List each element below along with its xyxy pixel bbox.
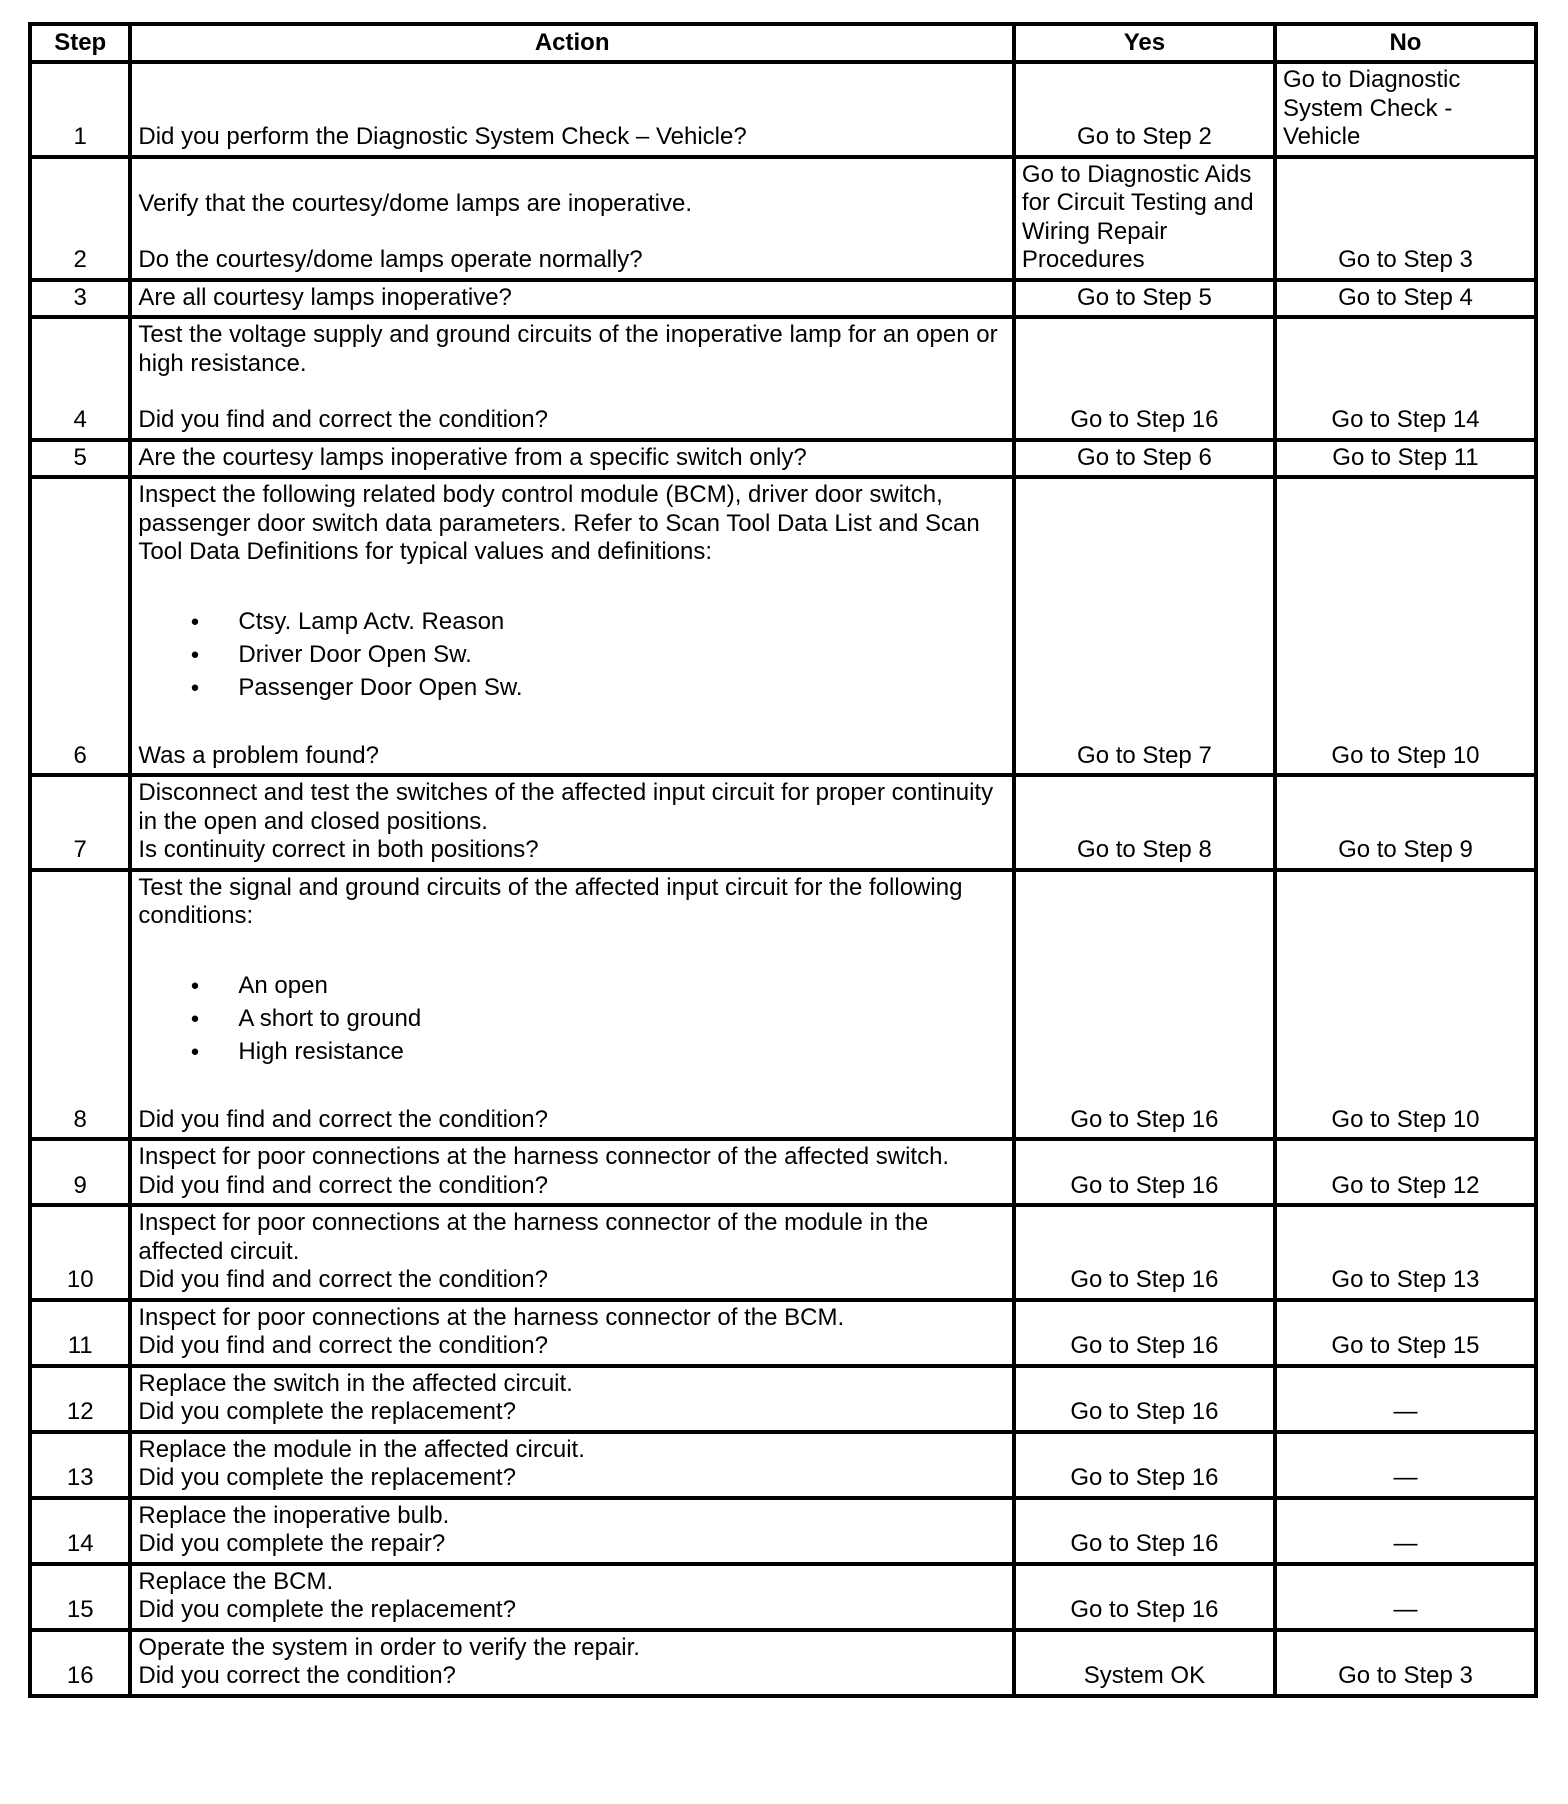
no-cell: — [1275,1498,1536,1564]
step-number: 11 [30,1300,130,1366]
action-cell [130,157,1014,280]
yes-cell: Go to Step 7 [1014,477,1275,775]
action-text: Replace the BCM. [138,1567,334,1595]
action-question: Did you correct the condition? [138,1662,456,1689]
action-text: Test the signal and ground circuits of the affected input circuit for the following conditions: [138,873,963,929]
yes-cell: Go to Step 16 [1014,1498,1275,1564]
list-item: ● High resistance [238,1035,1006,1068]
action-text: Verify that the courtesy/dome lamps are inoperative. [138,189,693,217]
no-cell: Go to Step 4 [1275,280,1536,318]
table-row [30,1300,1536,1366]
action-question: Did you find and correct the condition? [138,1266,548,1293]
action-cell [130,440,1014,478]
no-cell: Go to Diagnostic System Check - Vehicle [1275,62,1536,157]
step-number: 2 [30,157,130,280]
yes-cell: Go to Step 16 [1014,1432,1275,1498]
action-cell [130,317,1014,440]
no-cell: Go to Step 15 [1275,1300,1536,1366]
diagnostic-table [28,22,1538,1698]
action-question: Did you complete the replacement? [138,1596,516,1623]
step-number: 8 [30,870,130,1140]
table-row [30,1366,1536,1432]
yes-cell: Go to Step 6 [1014,440,1275,478]
yes-cell: Go to Step 16 [1014,1300,1275,1366]
header-no: No [1275,24,1536,62]
yes-cell: Go to Step 16 [1014,1366,1275,1432]
action-cell [130,1498,1014,1564]
action-cell [130,280,1014,318]
action-text: Replace the switch in the affected circuit. [138,1369,573,1397]
no-cell: Go to Step 14 [1275,317,1536,440]
action-question: Did you find and correct the condition? [138,406,548,433]
no-cell: Go to Step 3 [1275,1630,1536,1696]
action-text: Disconnect and test the switches of the affected input circuit for proper continuity in the open and closed positions. [138,779,994,835]
action-cell [130,477,1014,775]
step-number: 12 [30,1366,130,1432]
header-row [30,24,1536,62]
header-step: Step [30,24,130,62]
step-number: 4 [30,317,130,440]
yes-cell: System OK [1014,1630,1275,1696]
step-number: 9 [30,1139,130,1205]
action-question: Is continuity correct in both positions? [138,836,539,863]
action-text: Operate the system in order to verify the repair. [138,1633,640,1661]
no-cell: — [1275,1432,1536,1498]
action-cell [130,1205,1014,1300]
action-text: Did you perform the Diagnostic System Check – Vehicle? [138,123,747,150]
yes-cell: Go to Diagnostic Aids for Circuit Testing and Wiring Repair Procedures [1014,157,1275,280]
no-cell: Go to Step 10 [1275,870,1536,1140]
yes-cell: Go to Step 16 [1014,317,1275,440]
header-action: Action [130,24,1014,62]
action-text: Inspect for poor connections at the harness connector of the BCM. [138,1303,845,1331]
yes-cell: Go to Step 16 [1014,1205,1275,1300]
action-question: Did you find and correct the condition? [138,1332,548,1359]
table-row [30,1498,1536,1564]
step-number: 10 [30,1205,130,1300]
action-text: Replace the inoperative bulb. [138,1501,450,1529]
yes-cell: Go to Step 5 [1014,280,1275,318]
action-text: Inspect the following related body control module (BCM), driver door switch, passenger door switch data parameters. Refer to Scan Tool Data List and Scan Tool Data Definitions for typical values and definitions: [138,481,980,565]
no-cell: Go to Step 12 [1275,1139,1536,1205]
action-cell [130,62,1014,157]
action-question: Was a problem found? [138,741,379,769]
step-number: 5 [30,440,130,478]
action-question: Do the courtesy/dome lamps operate normally? [138,246,643,273]
no-cell: Go to Step 3 [1275,157,1536,280]
action-cell [130,1139,1014,1205]
step-number: 15 [30,1564,130,1630]
list-item: ● An open [238,969,1006,1002]
step-number: 3 [30,280,130,318]
step-number: 1 [30,62,130,157]
action-cell [130,1630,1014,1696]
table-row [30,1205,1536,1300]
action-question: Did you complete the replacement? [138,1464,516,1491]
action-text: Inspect for poor connections at the harness connector of the affected switch. [138,1143,950,1170]
table-row [30,440,1536,478]
action-text: Test the voltage supply and ground circuits of the inoperative lamp for an open or high resistance. [138,321,998,377]
action-question: Did you find and correct the condition? [138,1105,548,1133]
action-text: Replace the module in the affected circuit. [138,1435,585,1463]
yes-cell: Go to Step 16 [1014,870,1275,1140]
action-cell [130,870,1014,1140]
action-cell [130,1432,1014,1498]
step-number: 13 [30,1432,130,1498]
action-text: Are the courtesy lamps inoperative from a specific switch only? [138,443,807,471]
no-cell: — [1275,1564,1536,1630]
table-row [30,870,1536,1140]
table-row [30,1139,1536,1205]
action-question: Did you find and correct the condition? [138,1171,548,1199]
action-text: Are all courtesy lamps inoperative? [138,283,512,311]
step-number: 16 [30,1630,130,1696]
yes-cell: Go to Step 8 [1014,775,1275,870]
action-text: Inspect for poor connections at the harness connector of the module in the affected circuit. [138,1209,929,1265]
list-item: ● Passenger Door Open Sw. [238,671,1006,704]
no-cell: — [1275,1366,1536,1432]
no-cell: Go to Step 9 [1275,775,1536,870]
list-item: ● Driver Door Open Sw. [238,638,1006,671]
table-row [30,477,1536,775]
parameter-list [138,605,1006,704]
no-cell: Go to Step 13 [1275,1205,1536,1300]
list-item: ● A short to ground [238,1002,1006,1035]
yes-cell: Go to Step 2 [1014,62,1275,157]
step-number: 7 [30,775,130,870]
table-row [30,157,1536,280]
table-row [30,62,1536,157]
step-number: 14 [30,1498,130,1564]
no-cell: Go to Step 11 [1275,440,1536,478]
step-number: 6 [30,477,130,775]
yes-cell: Go to Step 16 [1014,1564,1275,1630]
action-question: Did you complete the replacement? [138,1398,516,1425]
action-cell [130,1564,1014,1630]
table-row [30,280,1536,318]
table-row [30,1630,1536,1696]
table-row [30,1564,1536,1630]
action-cell [130,1300,1014,1366]
header-yes: Yes [1014,24,1275,62]
yes-cell: Go to Step 16 [1014,1139,1275,1205]
table-row [30,775,1536,870]
condition-list [138,969,1006,1068]
table-row [30,1432,1536,1498]
action-cell [130,775,1014,870]
list-item: ● Ctsy. Lamp Actv. Reason [238,605,1006,638]
no-cell: Go to Step 10 [1275,477,1536,775]
action-cell [130,1366,1014,1432]
table-row [30,317,1536,440]
action-question: Did you complete the repair? [138,1530,446,1557]
